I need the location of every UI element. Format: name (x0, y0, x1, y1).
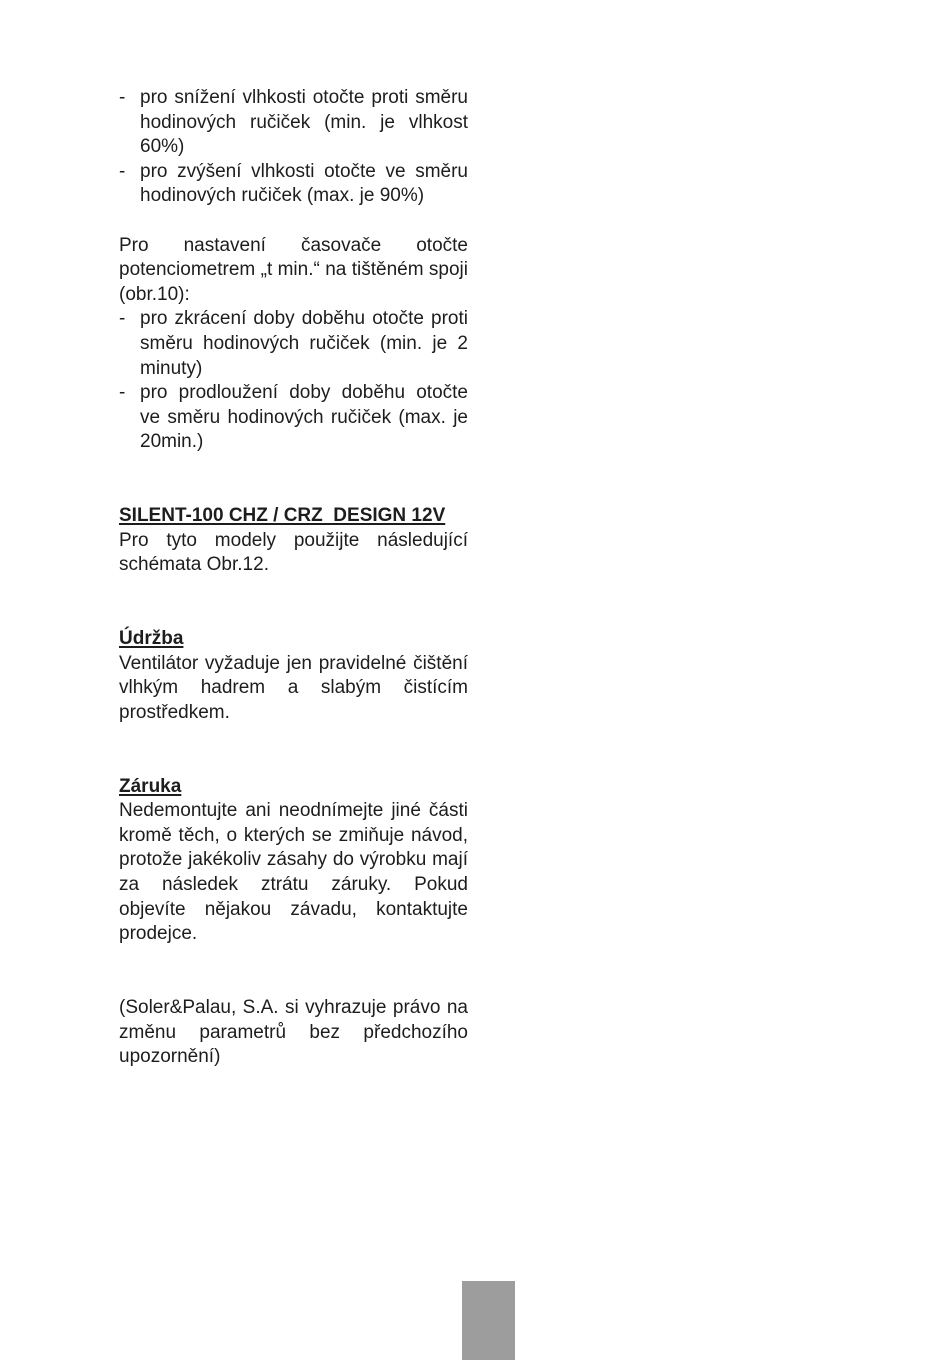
model-section (119, 504, 468, 578)
warranty-section (119, 775, 468, 947)
disclaimer-section (119, 996, 468, 1070)
list-item-text: pro zkrácení doby doběhu otočte proti směru hodinových ručiček (min. je 2 minuty) (140, 308, 468, 379)
timer-instructions (119, 234, 468, 455)
list-item-text: pro snížení vlhkosti otočte proti směru hodinových ručiček (min. je vlhkost 60%) (140, 87, 468, 158)
page-number-tab (462, 1281, 515, 1360)
bullet-dash: - (119, 308, 126, 330)
list-item (119, 86, 468, 160)
manual-text-column (119, 86, 468, 1070)
bullet-dash: - (119, 382, 126, 404)
list-item (119, 381, 468, 455)
bullet-dash: - (119, 160, 126, 182)
disclaimer-paragraph: (Soler&Palau, S.A. si vyhrazuje právo na změnu parametrů bez předchozího upozornění) (119, 996, 468, 1068)
timer-intro-paragraph: Pro nastavení časovače otočte potenciometrem „t min.“ na tištěném spoji (obr.10): (119, 234, 468, 305)
list-item (119, 160, 468, 209)
list-item-text: pro prodloužení doby doběhu otočte ve směru hodinových ručiček (max. je 20min.) (140, 382, 468, 453)
model-section-heading: SILENT-100 CHZ / CRZ DESIGN 12V (119, 505, 446, 527)
maintenance-heading: Údržba (119, 628, 184, 650)
warranty-heading: Záruka (119, 775, 182, 797)
list-item (119, 307, 468, 381)
warranty-paragraph: Nedemontujte ani neodnímejte jiné části kromě těch, o kterých se zmiňuje návod, protože jakékoliv zásahy do výrobku mají za následek ztrátu záruky. Pokud objevíte nějakou závadu, kontaktujte prodejce. (119, 800, 468, 945)
maintenance-paragraph: Ventilátor vyžaduje jen pravidelné čištění vlhkým hadrem a slabým čistícím prostředkem. (119, 652, 468, 723)
bullet-dash: - (119, 87, 126, 108)
humidity-instructions (119, 86, 468, 209)
list-item-text: pro zvýšení vlhkosti otočte ve směru hodinových ručiček (max. je 90%) (140, 160, 468, 207)
maintenance-section (119, 627, 468, 725)
model-section-paragraph: Pro tyto modely použijte následující schémata Obr.12. (119, 529, 468, 576)
